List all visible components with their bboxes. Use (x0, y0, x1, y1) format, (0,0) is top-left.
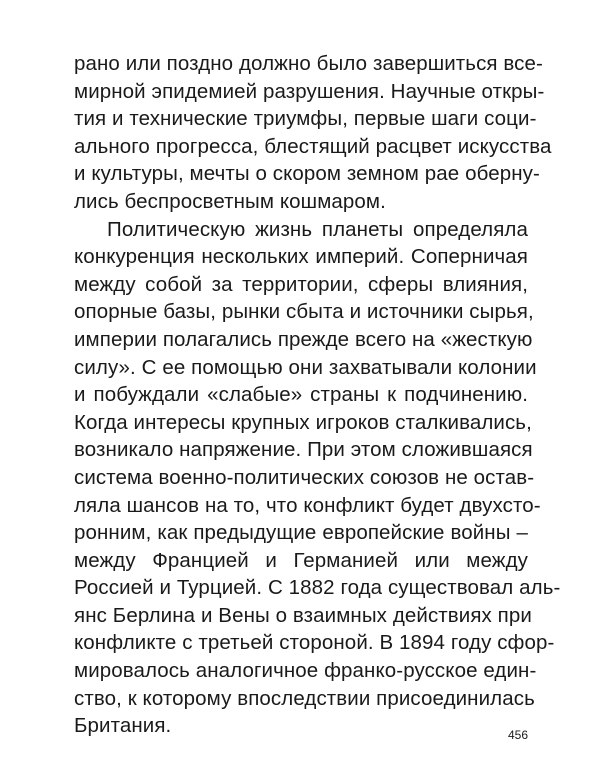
text-line: мировалось аналогичное франко-русское един- (74, 659, 537, 683)
paragraph-2 (74, 216, 561, 740)
text-line: опорные базы, рынки сбыта и источники сырья, (74, 300, 534, 324)
text-line: конкуренция нескольких империй. Соперничая (74, 245, 528, 269)
text-line: между Францией и Германией или между (74, 548, 528, 572)
text-line: Политическую жизнь планеты определяла (107, 217, 528, 241)
text-line: янс Берлина и Вены о взаимных действиях при (74, 603, 532, 627)
paragraph-1 (74, 50, 552, 216)
text-line: возникало напряжение. При этом сложившаяся (74, 438, 533, 462)
text-line: мирной эпидемией разрушения. Научные откры- (74, 79, 545, 103)
text-line: между собой за территории, сферы влияния, (74, 272, 528, 296)
text-line: Россией и Турцией. С 1882 года существовал аль- (74, 576, 561, 600)
text-line: империи полагались прежде всего на «жесткую (74, 327, 533, 351)
text-line: конфликте с третьей стороной. В 1894 году сфор- (74, 631, 555, 655)
text-line: ляла шансов на то, что конфликт будет двухсто- (74, 493, 541, 517)
text-line: и культуры, мечты о скором земном рае оберну- (74, 162, 540, 186)
text-line: рано или поздно должно было завершиться все- (74, 52, 543, 75)
page-body (74, 50, 561, 740)
text-line: и побуждали «слабые» страны к подчинению. (74, 383, 528, 407)
text-line: Когда интересы крупных игроков сталкивались, (74, 410, 532, 434)
text-line: лись беспросветным кошмаром. (74, 189, 386, 213)
text-line: тия и технические триумфы, первые шаги соци- (74, 107, 537, 131)
text-line: ального прогресса, блестящий расцвет искусства (74, 134, 552, 158)
text-line: силу». С ее помощью они захватывали колонии (74, 355, 537, 379)
text-line: Британия. (74, 714, 172, 738)
text-line: ронним, как предыдущие европейские войны – (74, 521, 528, 545)
text-line: ство, к которому впоследствии присоединилась (74, 686, 535, 710)
text-line: система военно-политических союзов не остав- (74, 465, 535, 489)
page-number: 456 (507, 728, 528, 742)
